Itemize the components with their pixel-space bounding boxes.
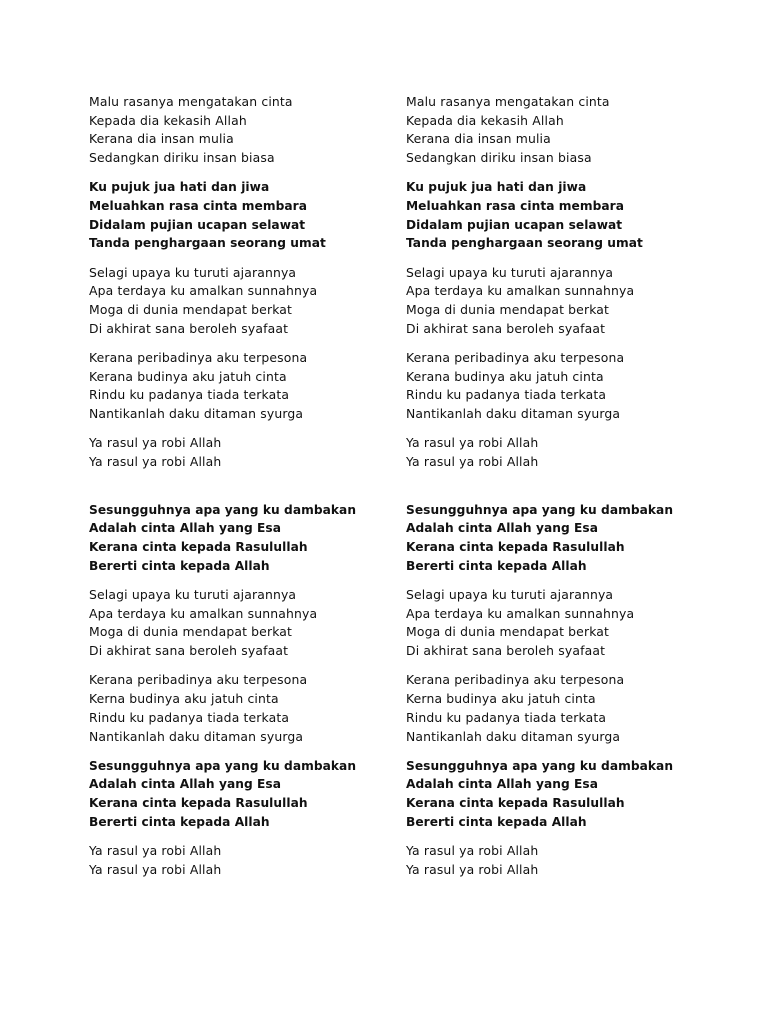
lyric-line: Ya rasul ya robi Allah [406,861,539,877]
lyric-line: Ya rasul ya robi Allah [406,454,539,470]
lyric-line: Kerana cinta kepada Rasulullah [89,796,308,811]
chorus-stanza [406,178,726,253]
lyrics-column-right [406,93,726,880]
lyric-line: Di akhirat sana beroleh syafaat [89,320,289,336]
verse-stanza [89,586,409,661]
lyric-line: Kerana dia insan mulia [89,131,234,147]
lyric-line: Nantikanlah daku ditaman syurga [406,728,621,744]
verse-stanza [89,349,409,424]
lyric-line: Nantikanlah daku ditaman syurga [89,728,304,744]
lyric-line: Moga di dunia mendapat berkat [406,302,610,318]
verse-stanza [406,586,726,661]
lyric-line: Kerana budinya aku jatuh cinta [89,368,287,384]
lyric-line: Sedangkan diriku insan biasa [89,150,275,166]
lyric-line: Ku pujuk jua hati dan jiwa [406,180,587,195]
lyric-line: Kerna budinya aku jatuh cinta [406,691,596,707]
lyric-line: Meluahkan rasa cinta membara [89,199,307,214]
verse-stanza [406,842,726,879]
lyric-line: Sesungguhnya apa yang ku dambakan [89,502,357,517]
lyric-line: Adalah cinta Allah yang Esa [406,521,598,536]
lyric-line: Rindu ku padanya tiada terkata [406,387,607,403]
lyric-line: Moga di dunia mendapat berkat [89,624,293,640]
lyric-line: Apa terdaya ku amalkan sunnahnya [89,283,318,299]
lyric-line: Meluahkan rasa cinta membara [406,199,624,214]
lyric-line: Ya rasul ya robi Allah [89,843,222,859]
verse-stanza [406,93,726,168]
lyric-line: Kerana cinta kepada Rasulullah [406,540,625,555]
verse-stanza [406,671,726,746]
lyric-line: Adalah cinta Allah yang Esa [89,521,281,536]
lyric-line: Selagi upaya ku turuti ajarannya [89,264,297,280]
chorus-stanza [89,178,409,253]
lyric-line: Kepada dia kekasih Allah [89,112,247,128]
lyric-line: Rindu ku padanya tiada terkata [406,709,607,725]
verse-stanza [406,434,726,471]
verse-stanza [89,93,409,168]
lyric-line: Sesungguhnya apa yang ku dambakan [406,502,674,517]
chorus-stanza [406,757,726,832]
lyric-line: Kerna budinya aku jatuh cinta [89,691,279,707]
lyric-line: Kerana cinta kepada Rasulullah [406,796,625,811]
lyric-line: Kerana cinta kepada Rasulullah [89,540,308,555]
lyric-line: Moga di dunia mendapat berkat [406,624,610,640]
lyric-line: Kerana peribadinya aku terpesona [406,350,625,366]
lyric-line: Sesungguhnya apa yang ku dambakan [406,758,674,773]
lyric-line: Selagi upaya ku turuti ajarannya [89,587,297,603]
lyric-line: Ku pujuk jua hati dan jiwa [89,180,270,195]
lyric-line: Ya rasul ya robi Allah [406,843,539,859]
lyric-line: Apa terdaya ku amalkan sunnahnya [406,605,635,621]
lyric-line: Nantikanlah daku ditaman syurga [406,406,621,422]
lyric-line: Tanda penghargaan seorang umat [89,236,326,251]
lyric-line: Malu rasanya mengatakan cinta [89,94,293,109]
lyric-line: Ya rasul ya robi Allah [89,454,222,470]
lyric-line: Apa terdaya ku amalkan sunnahnya [406,283,635,299]
lyric-line: Rindu ku padanya tiada terkata [89,709,290,725]
lyric-line: Ya rasul ya robi Allah [89,861,222,877]
lyric-line: Nantikanlah daku ditaman syurga [89,406,304,422]
lyric-line: Kerana budinya aku jatuh cinta [406,368,604,384]
lyric-line: Kepada dia kekasih Allah [406,112,564,128]
lyric-line: Bererti cinta kepada Allah [89,814,270,829]
verse-stanza [406,349,726,424]
lyric-line: Ya rasul ya robi Allah [406,435,539,451]
chorus-stanza [406,501,726,576]
verse-stanza [406,264,726,339]
verse-stanza [89,842,409,879]
chorus-stanza [89,757,409,832]
lyric-line: Kerana peribadinya aku terpesona [89,672,308,688]
verse-stanza [89,671,409,746]
lyrics-column-left [89,93,409,880]
lyric-line: Di akhirat sana beroleh syafaat [406,320,606,336]
lyric-line: Di akhirat sana beroleh syafaat [89,643,289,659]
lyric-line: Sesungguhnya apa yang ku dambakan [89,758,357,773]
lyric-line: Kerana peribadinya aku terpesona [406,672,625,688]
lyric-line: Didalam pujian ucapan selawat [406,217,623,232]
lyric-line: Malu rasanya mengatakan cinta [406,94,610,109]
lyric-line: Bererti cinta kepada Allah [406,558,587,573]
lyric-line: Selagi upaya ku turuti ajarannya [406,587,614,603]
lyric-line: Sedangkan diriku insan biasa [406,150,592,166]
lyric-line: Bererti cinta kepada Allah [406,814,587,829]
lyric-line: Tanda penghargaan seorang umat [406,236,643,251]
lyric-line: Didalam pujian ucapan selawat [89,217,306,232]
lyric-line: Apa terdaya ku amalkan sunnahnya [89,605,318,621]
lyric-line: Moga di dunia mendapat berkat [89,302,293,318]
lyric-line: Adalah cinta Allah yang Esa [89,777,281,792]
lyric-line: Bererti cinta kepada Allah [89,558,270,573]
lyric-line: Kerana peribadinya aku terpesona [89,350,308,366]
lyric-line: Selagi upaya ku turuti ajarannya [406,264,614,280]
lyric-line: Ya rasul ya robi Allah [89,435,222,451]
chorus-stanza [89,501,409,576]
lyric-line: Adalah cinta Allah yang Esa [406,777,598,792]
verse-stanza [89,434,409,471]
verse-stanza [89,264,409,339]
lyric-line: Rindu ku padanya tiada terkata [89,387,290,403]
lyric-line: Di akhirat sana beroleh syafaat [406,643,606,659]
lyric-line: Kerana dia insan mulia [406,131,551,147]
